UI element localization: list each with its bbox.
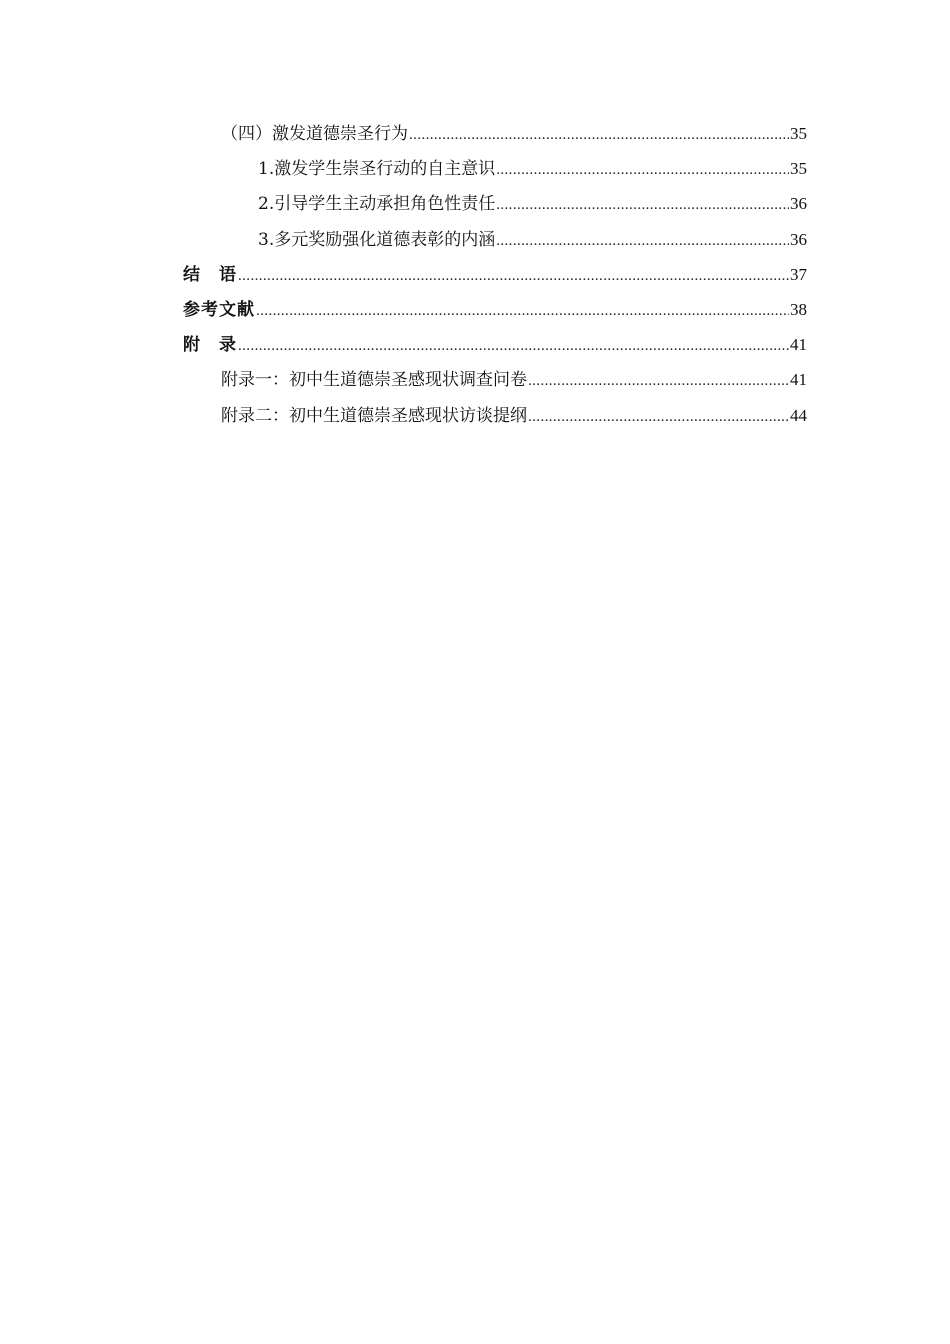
toc-entry-title: 结 语 bbox=[183, 264, 237, 285]
table-of-contents bbox=[183, 116, 807, 433]
toc-entry-page: 35 bbox=[790, 159, 807, 179]
toc-entry-title: 参考文献 bbox=[183, 299, 255, 320]
toc-entry-page: 36 bbox=[790, 229, 807, 249]
toc-entry-page: 35 bbox=[790, 124, 807, 143]
toc-entry[interactable] bbox=[183, 257, 807, 292]
toc-entry-page: 37 bbox=[790, 264, 807, 284]
toc-entry[interactable] bbox=[183, 292, 807, 327]
toc-leader-dots bbox=[528, 400, 789, 435]
toc-leader-dots bbox=[496, 224, 789, 259]
toc-entry[interactable] bbox=[183, 151, 807, 186]
toc-entry[interactable] bbox=[183, 362, 807, 397]
toc-entry-title: 3.多元奖励强化道德表彰的内涵 bbox=[258, 229, 496, 250]
toc-entry[interactable] bbox=[183, 116, 807, 151]
toc-entry-page: 36 bbox=[790, 194, 807, 214]
toc-leader-dots bbox=[496, 153, 789, 188]
toc-leader-dots bbox=[409, 118, 789, 153]
toc-leader-dots bbox=[496, 188, 789, 223]
toc-entry-page: 41 bbox=[790, 370, 807, 390]
toc-entry-title: （四）激发道德崇圣行为 bbox=[221, 124, 408, 144]
toc-entry[interactable] bbox=[183, 398, 807, 433]
toc-entry-page: 38 bbox=[790, 299, 807, 319]
toc-entry-title: 1.激发学生崇圣行动的自主意识 bbox=[258, 159, 496, 180]
toc-leader-dots bbox=[238, 259, 789, 294]
toc-entry[interactable] bbox=[183, 327, 807, 362]
toc-leader-dots bbox=[528, 364, 789, 399]
toc-entry-title: 附录一：初中生道德崇圣感现状调查问卷 bbox=[221, 370, 527, 391]
toc-entry-title: 附 录 bbox=[183, 335, 237, 356]
toc-entry-title: 附录二：初中生道德崇圣感现状访谈提纲 bbox=[221, 405, 527, 426]
toc-leader-dots bbox=[256, 294, 789, 329]
toc-entry-page: 41 bbox=[790, 335, 807, 355]
toc-entry-title: 2.引导学生主动承担角色性责任 bbox=[258, 194, 496, 215]
toc-entry-page: 44 bbox=[790, 405, 807, 425]
toc-entry[interactable] bbox=[183, 186, 807, 221]
toc-leader-dots bbox=[238, 329, 789, 364]
toc-entry[interactable] bbox=[183, 222, 807, 257]
